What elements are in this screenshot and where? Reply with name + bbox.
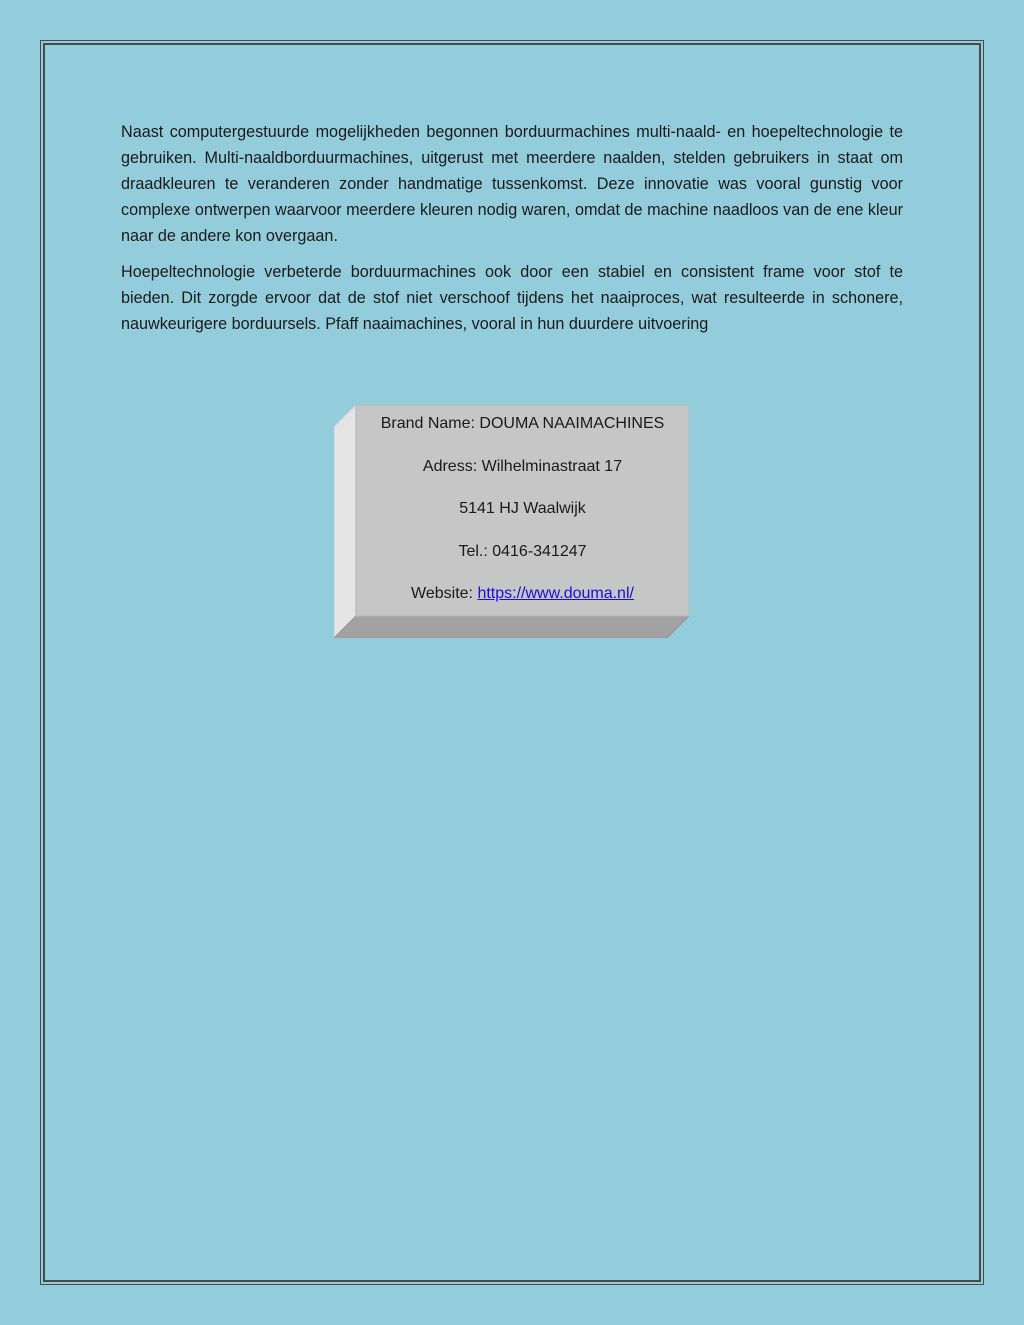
body-text	[121, 119, 903, 347]
contact-info-box	[334, 405, 689, 638]
website-line	[356, 583, 689, 605]
website-link[interactable]: https://www.douma.nl/	[477, 585, 634, 602]
box-bottom-bevel	[334, 616, 689, 638]
box-left-bevel	[334, 405, 356, 638]
address: Adress: Wilhelminastraat 17	[422, 458, 623, 475]
phone: Tel.: 0416-341247	[458, 543, 587, 560]
brand-name: Brand Name: DOUMA NAAIMACHINES	[380, 415, 665, 432]
box-content	[356, 405, 689, 616]
paragraph-multi-needle: Naast computergestuurde mogelijkheden begonnen borduurmachines multi-naald- en hoepeltechnologie te gebruiken. Multi-naaldborduurmachines, uitgerust met meerdere naalden, stelden gebruikers in staat om draadkleuren te veranderen zonder handmatige tussenkomst. Deze innovatie was vooral gunstig voor complexe ontwerpen waarvoor meerdere kleuren nodig waren, omdat de machine naadloos van de ene kleur naar de andere kon overgaan.	[121, 123, 903, 245]
website-label: Website:	[411, 585, 478, 602]
city: 5141 HJ Waalwijk	[459, 500, 586, 517]
paragraph-hoop-technology: Hoepeltechnologie verbeterde borduurmachines ook door een stabiel en consistent frame voor stof te bieden. Dit zorgde ervoor dat de stof niet verschoof tijdens het naaiproces, wat resulteerde in schonere, nauwkeurigere borduursels. Pfaff naaimachines, vooral in hun duurdere uitvoering	[121, 263, 903, 333]
